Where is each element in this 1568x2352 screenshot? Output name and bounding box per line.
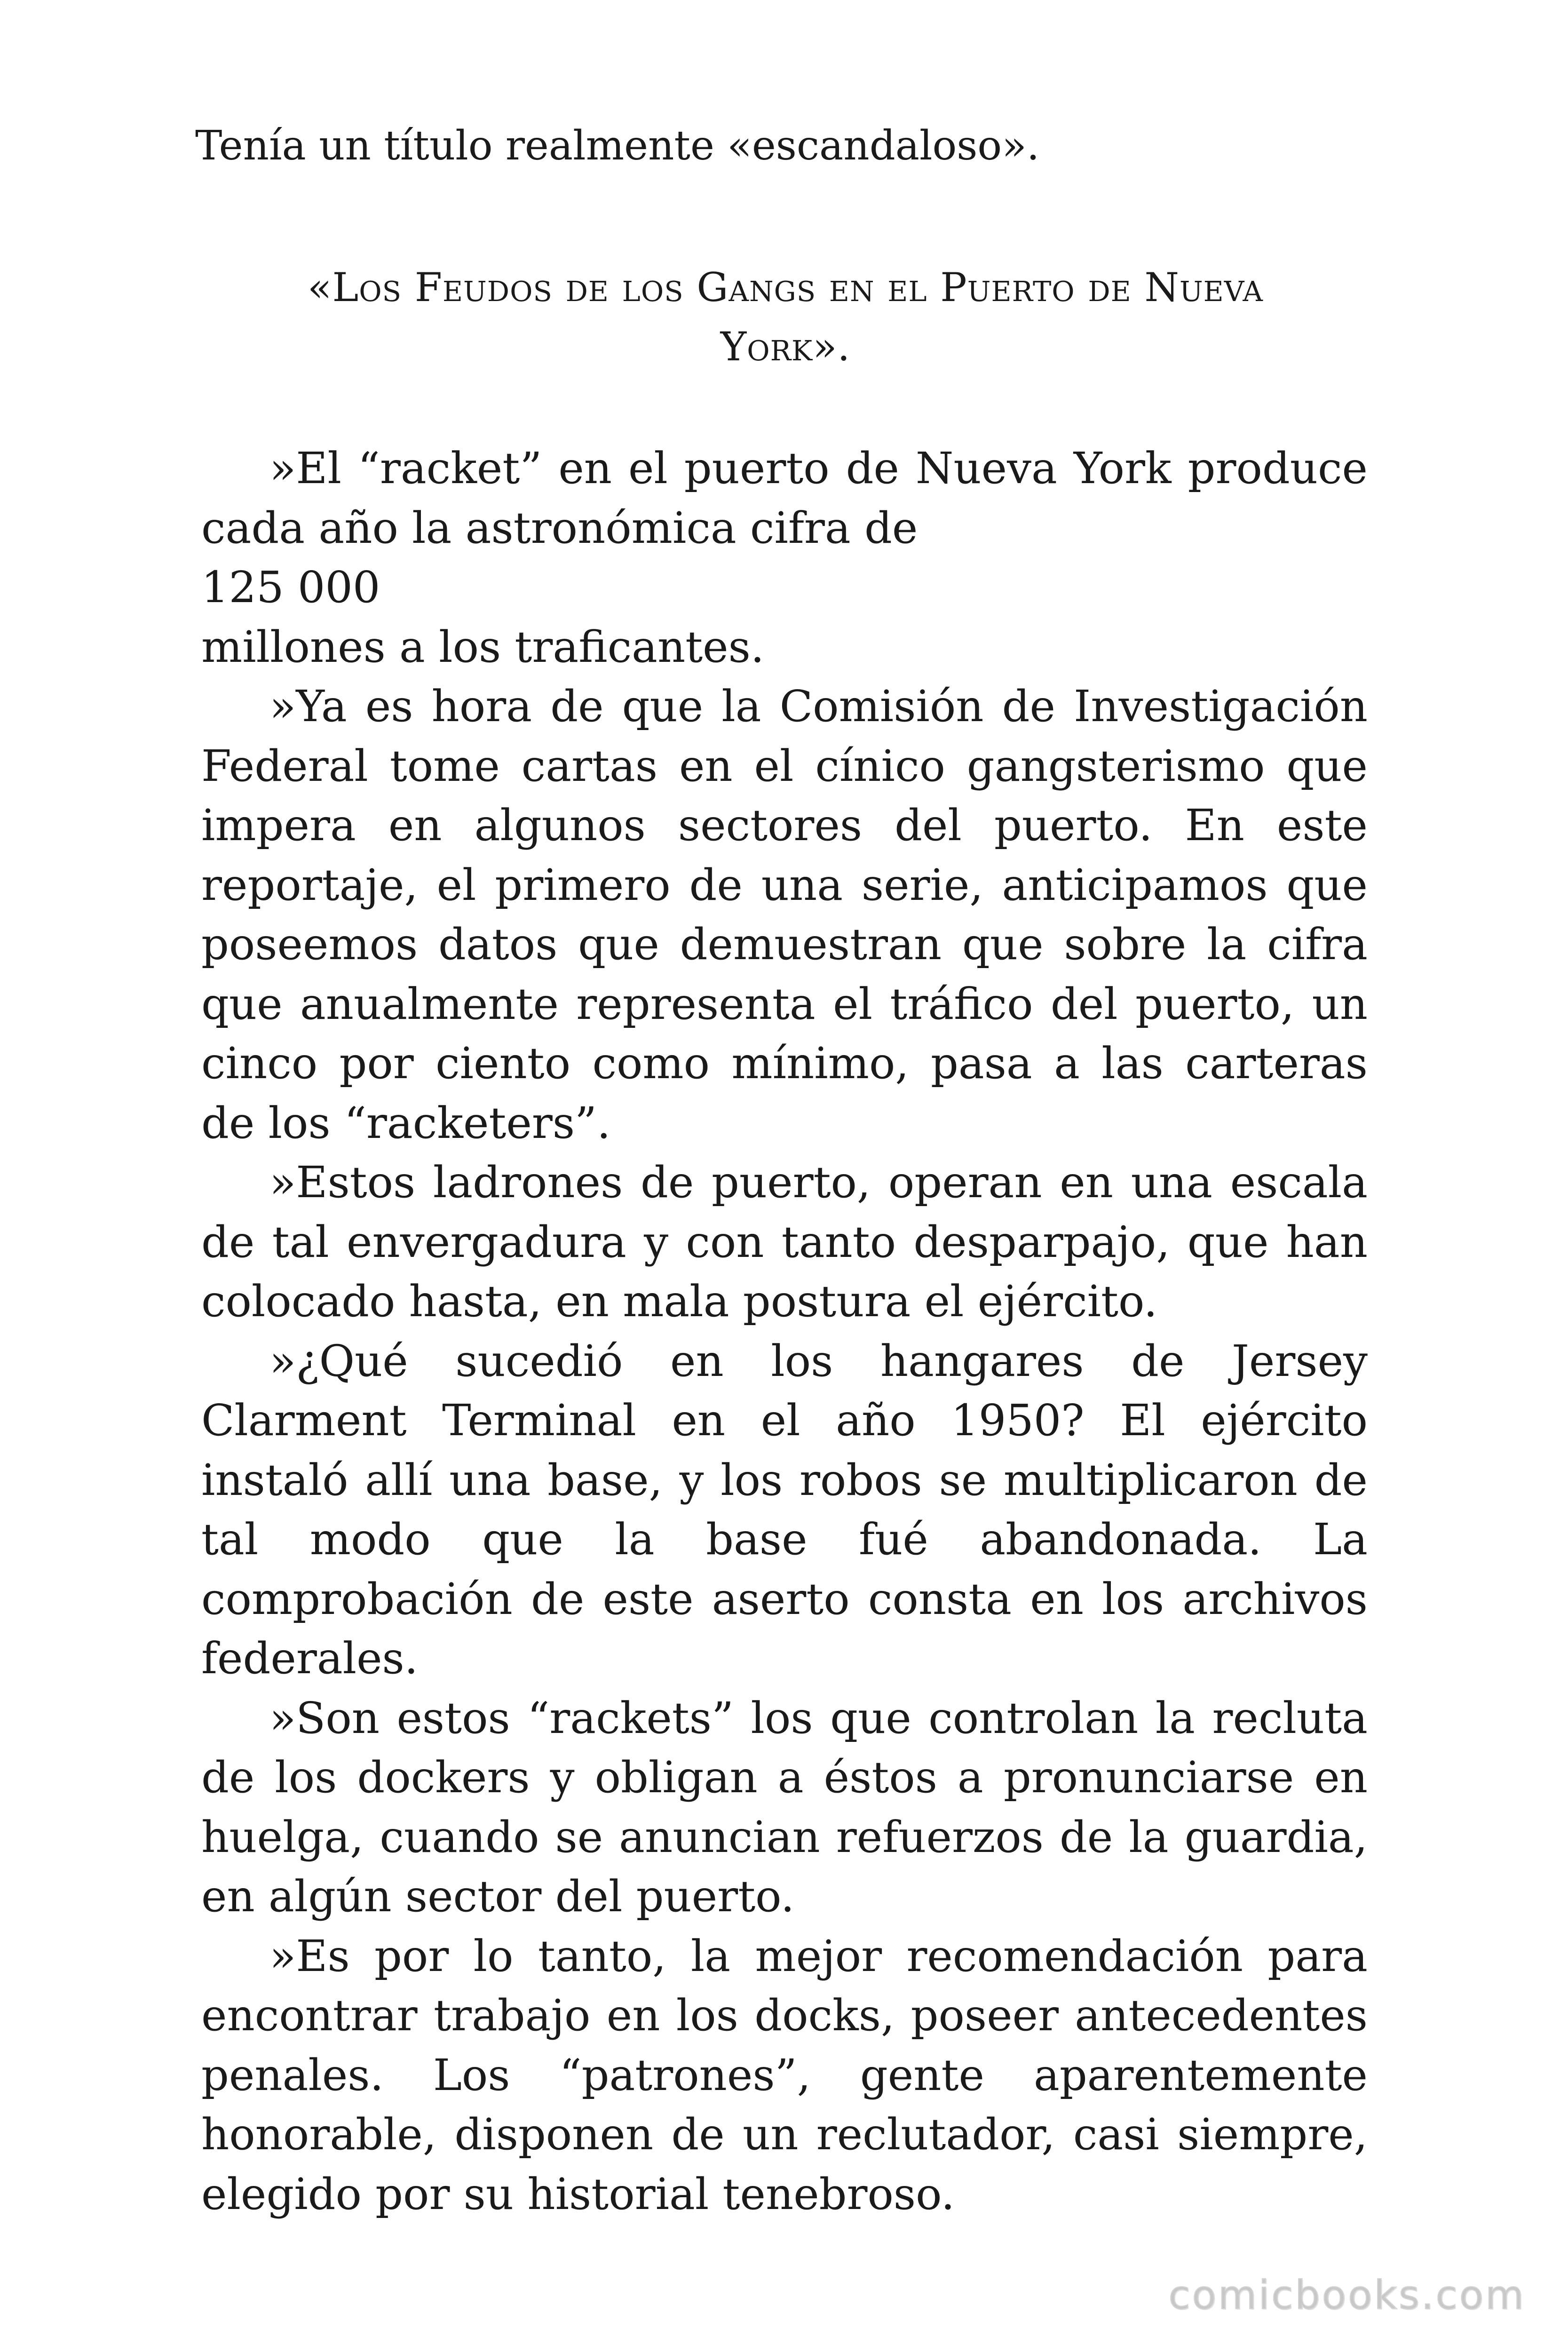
paragraph-2: »Ya es hora de que la Comisión de Investigación Federal tome cartas en el cínico gangsterismo que impera en algunos sectores del puerto. En este reportaje, el primero de una serie, anticipamos que poseemos datos que demuestran que sobre la cifra que anualmente representa el tráfico del puerto, un cinco por ciento como mínimo, pasa a las carteras de los “racketers”. [201, 681, 1368, 1148]
article-body [201, 439, 1368, 2224]
paragraph-1-opening: »El “racket” en el puerto de Nueva York produce cada año la astronómica cifra de [201, 443, 1368, 553]
article-headline: «Los Feudos de los Gangs en el Puerto de Nueva York». [308, 264, 1263, 370]
paragraph-5: »Son estos “rackets” los que controlan la recluta de los dockers y obligan a éstos a pronunciarse en huelga, cuando se anuncian refuerzos de la guardia, en algún sector del puerto. [201, 1692, 1368, 1922]
paragraph-4: »¿Qué sucedió en los hangares de Jersey Clarment Terminal en el año 1950? El ejército instaló allí una base, y los robos se multiplicaron de tal modo que la base fué abandonada. La comprobación de este aserto consta en los archivos federales. [201, 1335, 1368, 1684]
watermark-logo: comicbooks.com [1168, 2272, 1526, 2318]
paragraph-1-closing: millones a los traficantes. [201, 621, 765, 672]
paragraph-3: »Estos ladrones de puerto, operan en una escala de tal envergadura y con tanto desparpajo, que han colocado hasta, en mala postura el ejército. [201, 1157, 1368, 1327]
intro-line: Tenía un título realmente «escandaloso». [195, 122, 1040, 169]
paragraph-1-figure: 125 000 [201, 562, 380, 612]
paragraph-6: »Es por lo tanto, la mejor recomendación para encontrar trabajo en los docks, poseer antecedentes penales. Los “patrones”, gente aparentemente honorable, disponen de un reclutador, casi siempre, elegido por su historial tenebroso. [201, 1931, 1368, 2219]
